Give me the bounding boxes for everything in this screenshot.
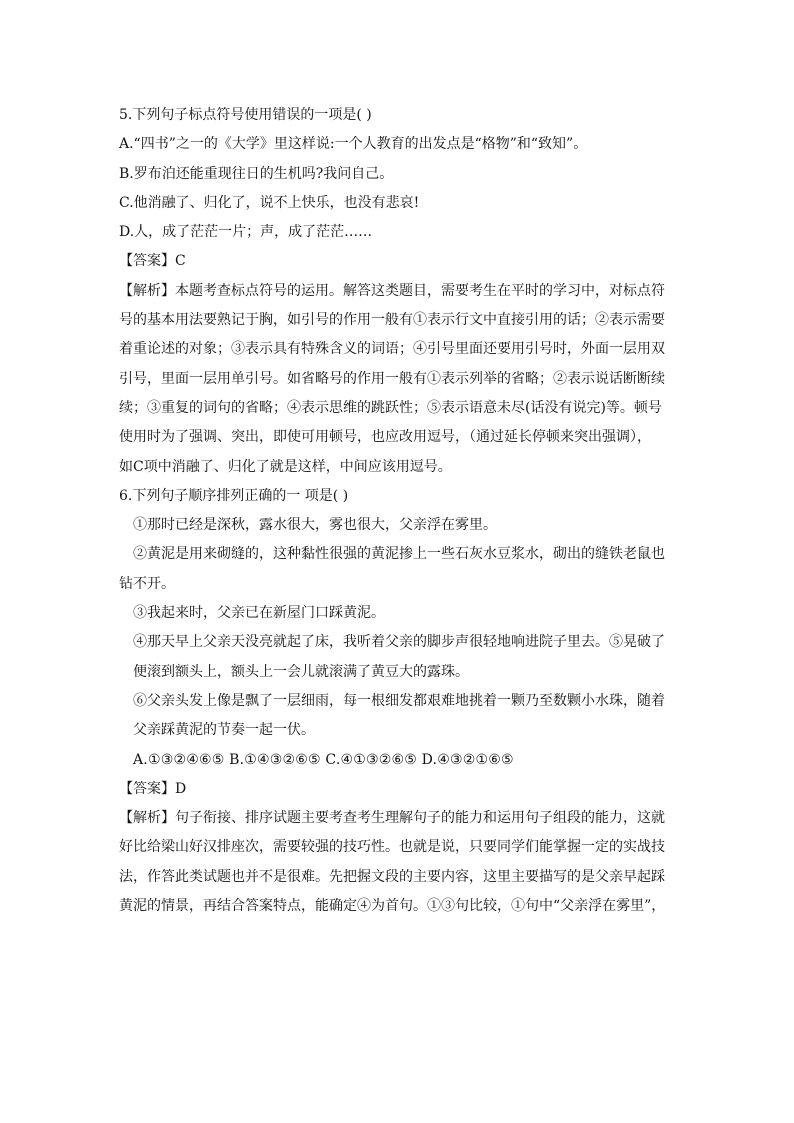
- analysis-line: 法，作答此类试题也并不是很难。先把握文段的主要内容，这里主要描写的是父亲早起踩: [119, 868, 665, 885]
- sentence-line: ③我起来时，父亲已在新屋门口踩黄泥。: [133, 605, 385, 622]
- analysis-line: 引号，里面一层用单引号。如省略号的作用一般有①表示列举的省略；②表示说话断断续: [119, 370, 665, 387]
- analysis-line: 号的基本用法要熟记于胸，如引号的作用一般有①表示行文中直接引用的话；②表示需要: [119, 312, 665, 329]
- question-5-option-d: D.人，成了茫茫一片；声，成了茫茫……: [119, 224, 373, 241]
- question-6-stem: 6.下列句子顺序排列正确的一 项是( ): [119, 487, 349, 504]
- analysis-line: 如C项中消融了、归化了就是这样，中间应该用逗号。: [119, 458, 452, 475]
- analysis-line: 好比给梁山好汉排座次，需要较强的技巧性。也就是说，只要同学们能掌握一定的实战技: [119, 839, 665, 856]
- analysis-line: 【解析】句子衔接、排序试题主要考查考生理解句子的能力和运用句子组段的能力，这就: [119, 810, 665, 827]
- question-6-analysis: [119, 804, 679, 921]
- analysis-line: 【解析】本题考查标点符号的运用。解答这类题目，需要考生在平时的学习中，对标点符: [119, 282, 665, 299]
- sentence-line: ②黄泥是用来砌缝的，这种黏性很强的黄泥掺上一些石灰水豆浆水，砌出的缝铁老鼠也: [133, 546, 665, 563]
- analysis-line: 续；③重复的词句的省略；④表示思维的跳跃性；⑤表示语意未尽(话没有说完)等。顿号: [119, 399, 662, 416]
- question-5-option-b: B.罗布泊还能重现往日的生机吗?我问自己。: [119, 165, 394, 182]
- question-5: [119, 101, 679, 482]
- question-6: [119, 482, 679, 921]
- analysis-line: 使用时为了强调、突出，即使可用顿号，也应改用逗号，（通过延长停顿来突出强调），: [119, 429, 651, 446]
- sentence-line: ④那天早上父亲天没亮就起了床，我听着父亲的脚步声很轻地响进院子里去。⑤晃破了: [133, 634, 665, 651]
- question-5-stem: 5.下列句子标点符号使用错误的一项是( ): [119, 107, 372, 123]
- question-5-answer: 【答案】C: [119, 253, 186, 270]
- analysis-line: 着重论述的对象；③表示具有特殊含义的词语；④引号里面还要用引号时，外面一层用双: [119, 341, 665, 358]
- sentence-line: 钻不开。: [119, 575, 175, 592]
- question-5-analysis: [119, 277, 679, 482]
- sentence-line: ⑥父亲头发上像是飘了一层细雨，每一根细发都艰难地挑着一颗乃至数颗小水珠，随着: [133, 692, 665, 709]
- question-5-option-c: C.他消融了、归化了，说不上快乐，也没有悲哀!: [119, 194, 420, 211]
- question-5-option-a: A.“四书”之一的《大学》里这样说:一个人教育的出发点是“格物”和“致知”。: [119, 136, 588, 153]
- analysis-line: 黄泥的情景，再结合答案特点，能确定④为首句。①③句比较，①句中“父亲浮在雾里”，: [119, 898, 666, 915]
- page-content: [119, 101, 679, 921]
- question-6-answer: 【答案】D: [119, 780, 187, 797]
- sentence-line: 父亲踩黄泥的节奏一起一伏。: [133, 722, 315, 739]
- question-6-options: A.①③②④⑥⑤ B.①④③②⑥⑤ C.④①③②⑥⑤ D.④③②①⑥⑤: [133, 751, 514, 768]
- question-6-sentences: [119, 511, 679, 745]
- sentence-line: 便滚到额头上，额头上一会儿就滚满了黄豆大的露珠。: [133, 663, 469, 680]
- sentence-line: ①那时已经是深秋，露水很大，雾也很大，父亲浮在雾里。: [133, 517, 497, 534]
